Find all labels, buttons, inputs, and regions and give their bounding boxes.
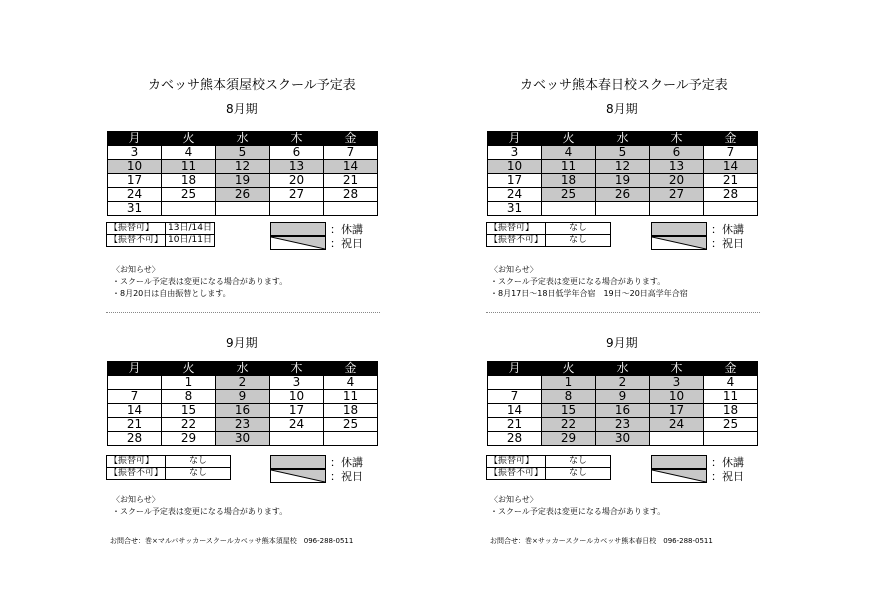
calendar-day-cell: 19 — [216, 174, 270, 188]
legend-holiday-label: ：祝日 — [330, 470, 363, 483]
calendar-day-cell: 24 — [108, 188, 162, 202]
weekday-header: 木 — [270, 132, 324, 146]
calendar-sep-suya — [107, 361, 378, 446]
diagonal-fill-icon — [271, 470, 325, 482]
calendar-day-cell: 23 — [596, 418, 650, 432]
calendar-aug-kasuga — [487, 131, 758, 216]
notice-sep-suya — [112, 494, 287, 518]
weekday-header: 水 — [216, 362, 270, 376]
calendar-day-cell: 7 — [704, 146, 758, 160]
calendar-day-cell: 24 — [270, 418, 324, 432]
contact-info-suya: お問合せ：巻×マルバサッカースクールカベッサ熊本須屋校 096-288-0511 — [110, 537, 354, 545]
calendar-day-cell: 20 — [270, 174, 324, 188]
swap-ok-label: 【振替可】 — [107, 456, 166, 468]
notice-title: 〈お知らせ〉 — [490, 495, 538, 504]
weekday-header: 水 — [596, 362, 650, 376]
calendar-week-row — [108, 188, 378, 202]
swap-ng-value: なし — [546, 235, 611, 247]
calendar-day-cell: 22 — [162, 418, 216, 432]
weekday-header: 金 — [324, 362, 378, 376]
calendar-day-cell: 18 — [542, 174, 596, 188]
month-title-sep: 9月期 — [226, 336, 258, 350]
calendar-day-cell: 25 — [162, 188, 216, 202]
weekday-header: 金 — [324, 132, 378, 146]
diagonal-fill-icon — [652, 470, 706, 482]
weekday-header: 月 — [108, 132, 162, 146]
calendar-day-cell: 13 — [270, 160, 324, 174]
legend-rest-label: ：休講 — [711, 456, 744, 469]
calendar-day-cell: 9 — [596, 390, 650, 404]
notice-title: 〈お知らせ〉 — [490, 265, 538, 274]
calendar-day-cell: 7 — [488, 390, 542, 404]
calendar-day-cell: 14 — [108, 404, 162, 418]
calendar-day-cell — [704, 432, 758, 446]
swap-ng-value: なし — [166, 468, 231, 480]
legend-holiday-swatch — [270, 469, 326, 483]
notice-aug-kasuga — [490, 264, 688, 300]
calendar-day-cell — [324, 432, 378, 446]
calendar-week-row — [108, 376, 378, 390]
calendar-day-cell: 22 — [542, 418, 596, 432]
calendar-day-cell — [596, 202, 650, 216]
notice-item: ・スクール予定表は変更になる場合があります。 — [112, 507, 288, 516]
calendar-day-cell: 9 — [216, 390, 270, 404]
swap-table-sep-suya — [106, 455, 231, 480]
calendar-day-cell: 12 — [596, 160, 650, 174]
calendar-day-cell: 11 — [542, 160, 596, 174]
calendar-week-row — [108, 418, 378, 432]
legend-rest-swatch — [270, 222, 326, 236]
calendar-day-cell: 27 — [650, 188, 704, 202]
calendar-day-cell — [650, 202, 704, 216]
swap-ng-label: 【振替不可】 — [107, 235, 166, 247]
section-divider — [106, 312, 380, 313]
calendar-day-cell: 10 — [108, 160, 162, 174]
calendar-day-cell: 18 — [704, 404, 758, 418]
calendar-day-cell: 1 — [162, 376, 216, 390]
calendar-day-cell: 21 — [324, 174, 378, 188]
legend-rest-label: ：休講 — [711, 223, 744, 236]
calendar-day-cell: 28 — [488, 432, 542, 446]
calendar-day-cell: 23 — [216, 418, 270, 432]
calendar-day-cell: 30 — [596, 432, 650, 446]
calendar-day-cell: 2 — [596, 376, 650, 390]
calendar-day-cell: 10 — [270, 390, 324, 404]
school-title-kasuga: カベッサ熊本春日校スクール予定表 — [520, 78, 728, 93]
calendar-sep-kasuga — [487, 361, 758, 446]
weekday-header: 木 — [650, 362, 704, 376]
swap-table-aug-kasuga — [486, 222, 611, 247]
calendar-day-cell: 10 — [650, 390, 704, 404]
calendar-day-cell: 17 — [488, 174, 542, 188]
weekday-header: 火 — [162, 362, 216, 376]
calendar-day-cell: 17 — [108, 174, 162, 188]
calendar-day-cell: 7 — [324, 146, 378, 160]
calendar-day-cell: 4 — [324, 376, 378, 390]
calendar-day-cell: 26 — [216, 188, 270, 202]
calendar-day-cell: 3 — [270, 376, 324, 390]
calendar-day-cell — [704, 202, 758, 216]
calendar-day-cell: 30 — [216, 432, 270, 446]
calendar-day-cell: 31 — [488, 202, 542, 216]
calendar-week-row — [488, 146, 758, 160]
calendar-day-cell: 24 — [650, 418, 704, 432]
calendar-week-row — [108, 202, 378, 216]
swap-ok-label: 【振替可】 — [487, 223, 546, 235]
calendar-day-cell: 15 — [542, 404, 596, 418]
notice-item: ・スクール予定表は変更になる場合があります。 — [490, 507, 666, 516]
calendar-day-cell: 1 — [542, 376, 596, 390]
calendar-day-cell — [650, 432, 704, 446]
legend-rest-swatch — [651, 455, 707, 469]
calendar-day-cell: 17 — [650, 404, 704, 418]
calendar-day-cell — [488, 376, 542, 390]
weekday-header: 月 — [108, 362, 162, 376]
calendar-day-cell: 16 — [596, 404, 650, 418]
calendar-day-cell: 19 — [596, 174, 650, 188]
legend-rest-label: ：休講 — [330, 223, 363, 236]
month-title-aug: 8月期 — [226, 102, 258, 116]
calendar-day-cell — [270, 202, 324, 216]
diagonal-fill-icon — [271, 237, 325, 249]
calendar-week-row — [108, 146, 378, 160]
calendar-day-cell — [270, 432, 324, 446]
calendar-week-row — [488, 390, 758, 404]
month-title-sep: 9月期 — [606, 336, 638, 350]
calendar-day-cell: 28 — [108, 432, 162, 446]
calendar-day-cell: 25 — [704, 418, 758, 432]
calendar-day-cell: 25 — [542, 188, 596, 202]
weekday-header: 金 — [704, 132, 758, 146]
legend-rest-label: ：休講 — [330, 456, 363, 469]
weekday-header: 月 — [488, 362, 542, 376]
notice-sep-kasuga — [490, 494, 665, 518]
school-title-suya: カベッサ熊本須屋校スクール予定表 — [148, 78, 356, 93]
section-divider — [486, 312, 760, 313]
notice-title: 〈お知らせ〉 — [112, 265, 160, 274]
notice-item: ・8月17日～18日低学年合宿 19日～20日高学年合宿 — [490, 289, 688, 298]
calendar-day-cell: 11 — [162, 160, 216, 174]
diagonal-fill-icon — [652, 237, 706, 249]
contact-info-kasuga: お問合せ：巻×サッカースクールカベッサ熊本春日校 096-288-0511 — [490, 537, 713, 545]
calendar-day-cell: 26 — [596, 188, 650, 202]
calendar-day-cell: 14 — [324, 160, 378, 174]
calendar-day-cell: 17 — [270, 404, 324, 418]
calendar-day-cell: 11 — [324, 390, 378, 404]
calendar-day-cell: 4 — [542, 146, 596, 160]
notice-item: ・8月20日は自由振替とします。 — [112, 289, 231, 298]
notice-title: 〈お知らせ〉 — [112, 495, 160, 504]
swap-ng-value: 10日/11日 — [166, 235, 215, 247]
legend-holiday-label: ：祝日 — [711, 470, 744, 483]
calendar-day-cell: 6 — [650, 146, 704, 160]
calendar-day-cell: 7 — [108, 390, 162, 404]
weekday-header: 水 — [596, 132, 650, 146]
swap-ok-label: 【振替可】 — [107, 223, 166, 235]
calendar-day-cell: 21 — [108, 418, 162, 432]
month-title-aug: 8月期 — [606, 102, 638, 116]
weekday-header: 火 — [542, 362, 596, 376]
calendar-day-cell: 12 — [216, 160, 270, 174]
legend-holiday-label: ：祝日 — [711, 237, 744, 250]
calendar-day-cell — [162, 202, 216, 216]
calendar-day-cell: 2 — [216, 376, 270, 390]
calendar-day-cell: 31 — [108, 202, 162, 216]
swap-ok-label: 【振替可】 — [487, 456, 546, 468]
calendar-day-cell: 3 — [108, 146, 162, 160]
swap-ng-label: 【振替不可】 — [487, 468, 546, 480]
calendar-day-cell — [108, 376, 162, 390]
notice-aug-suya — [112, 264, 287, 300]
weekday-header: 火 — [542, 132, 596, 146]
weekday-header: 火 — [162, 132, 216, 146]
calendar-week-row — [108, 432, 378, 446]
calendar-week-row — [108, 174, 378, 188]
calendar-aug-suya — [107, 131, 378, 216]
calendar-week-row — [108, 404, 378, 418]
calendar-week-row — [488, 404, 758, 418]
calendar-week-row — [488, 418, 758, 432]
calendar-day-cell: 29 — [542, 432, 596, 446]
calendar-day-cell: 29 — [162, 432, 216, 446]
legend-rest-swatch — [270, 455, 326, 469]
legend-holiday-label: ：祝日 — [330, 237, 363, 250]
calendar-day-cell: 15 — [162, 404, 216, 418]
calendar-day-cell: 16 — [216, 404, 270, 418]
calendar-day-cell: 13 — [650, 160, 704, 174]
swap-ng-value: なし — [546, 468, 611, 480]
swap-ok-value: なし — [546, 223, 611, 235]
calendar-day-cell — [324, 202, 378, 216]
swap-ng-label: 【振替不可】 — [107, 468, 166, 480]
calendar-day-cell: 28 — [704, 188, 758, 202]
calendar-week-row — [108, 390, 378, 404]
calendar-day-cell: 18 — [162, 174, 216, 188]
calendar-day-cell — [542, 202, 596, 216]
calendar-day-cell: 24 — [488, 188, 542, 202]
legend-rest-swatch — [651, 222, 707, 236]
calendar-week-row — [488, 202, 758, 216]
calendar-week-row — [108, 160, 378, 174]
weekday-header: 月 — [488, 132, 542, 146]
notice-item: ・スクール予定表は変更になる場合があります。 — [112, 277, 288, 286]
calendar-week-row — [488, 174, 758, 188]
notice-item: ・スクール予定表は変更になる場合があります。 — [490, 277, 666, 286]
calendar-week-row — [488, 160, 758, 174]
calendar-day-cell: 6 — [270, 146, 324, 160]
calendar-week-row — [488, 376, 758, 390]
weekday-header: 金 — [704, 362, 758, 376]
swap-ok-value: なし — [166, 456, 231, 468]
calendar-day-cell — [216, 202, 270, 216]
calendar-day-cell: 28 — [324, 188, 378, 202]
legend-holiday-swatch — [651, 469, 707, 483]
swap-ng-label: 【振替不可】 — [487, 235, 546, 247]
calendar-day-cell: 20 — [650, 174, 704, 188]
legend-holiday-swatch — [270, 236, 326, 250]
calendar-day-cell: 5 — [216, 146, 270, 160]
calendar-day-cell: 4 — [704, 376, 758, 390]
calendar-day-cell: 14 — [704, 160, 758, 174]
calendar-day-cell: 21 — [488, 418, 542, 432]
calendar-day-cell: 10 — [488, 160, 542, 174]
calendar-day-cell: 27 — [270, 188, 324, 202]
calendar-day-cell: 3 — [488, 146, 542, 160]
weekday-header: 木 — [650, 132, 704, 146]
swap-table-sep-kasuga — [486, 455, 611, 480]
swap-ok-value: なし — [546, 456, 611, 468]
legend-holiday-swatch — [651, 236, 707, 250]
calendar-day-cell: 8 — [542, 390, 596, 404]
calendar-day-cell: 8 — [162, 390, 216, 404]
calendar-day-cell: 14 — [488, 404, 542, 418]
calendar-week-row — [488, 188, 758, 202]
calendar-day-cell: 21 — [704, 174, 758, 188]
calendar-day-cell: 3 — [650, 376, 704, 390]
swap-ok-value: 13日/14日 — [166, 223, 215, 235]
calendar-week-row — [488, 432, 758, 446]
calendar-day-cell: 11 — [704, 390, 758, 404]
calendar-day-cell: 4 — [162, 146, 216, 160]
calendar-day-cell: 25 — [324, 418, 378, 432]
weekday-header: 水 — [216, 132, 270, 146]
calendar-day-cell: 18 — [324, 404, 378, 418]
weekday-header: 木 — [270, 362, 324, 376]
swap-table-aug-suya — [106, 222, 215, 247]
calendar-day-cell: 5 — [596, 146, 650, 160]
